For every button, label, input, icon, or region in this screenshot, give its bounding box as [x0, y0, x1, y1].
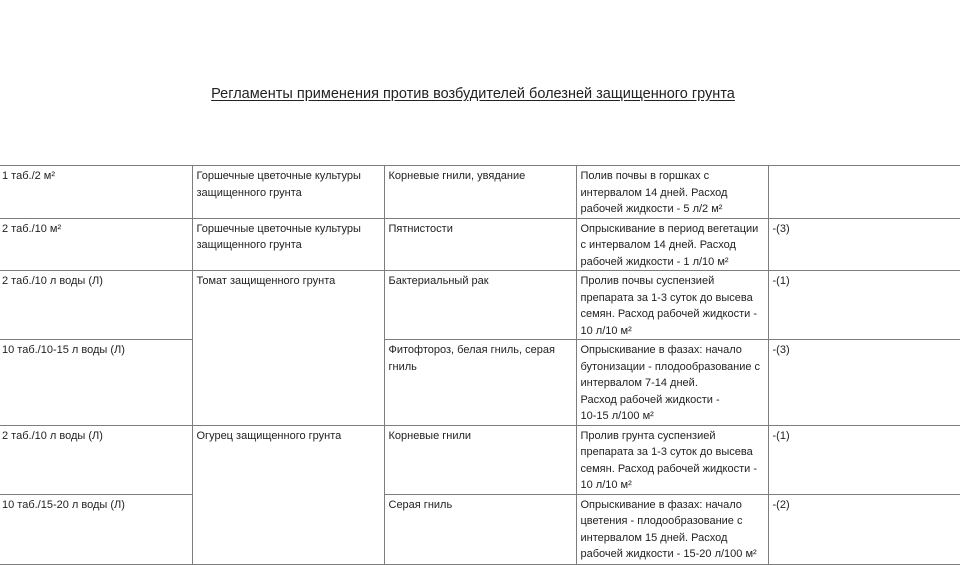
rate-cell: 10 таб./10-15 л воды (Л): [0, 340, 192, 426]
method-cell: Пролив почвы суспензией препарата за 1-3 суток до высева семян. Расход рабочей жидкости - 10 л/10 м²: [576, 271, 768, 340]
rate-cell: 10 таб./15-20 л воды (Л): [0, 494, 192, 564]
term-cell: -(2): [768, 494, 960, 564]
term-cell: -(3): [768, 340, 960, 426]
method-cell: Опрыскивание в фазах: начало бутонизации - плодообразование с интервалом 7-14 дней. Расход рабочей жидкости - 10-15 л/100 м²: [576, 340, 768, 426]
disease-cell: Серая гниль: [384, 494, 576, 564]
crop-cell: Томат защищенного грунта: [192, 271, 384, 426]
term-cell: [768, 166, 960, 219]
crop-cell: Огурец защищенного грунта: [192, 425, 384, 564]
method-cell: Пролив грунта суспензией препарата за 1-3 суток до высева семян. Расход рабочей жидкости - 10 л/10 м²: [576, 425, 768, 494]
method-cell: Опрыскивание в период вегетации с интервалом 14 дней. Расход рабочей жидкости - 1 л/10 м²: [576, 218, 768, 271]
table-row: [0, 218, 960, 271]
table-row: [0, 494, 960, 564]
rate-cell: 2 таб./10 л воды (Л): [0, 271, 192, 340]
method-cell: Опрыскивание в фазах: начало цветения - плодообразование с интервалом 15 дней. Расход рабочей жидкости - 15-20 л/100 м²: [576, 494, 768, 564]
table-row: [0, 271, 960, 340]
rate-cell: 1 таб./2 м²: [0, 166, 192, 219]
table-row: [0, 340, 960, 426]
disease-cell: Корневые гнили: [384, 425, 576, 494]
page-title: Регламенты применения против возбудителей болезней защищенного грунта: [211, 86, 735, 102]
term-cell: -(1): [768, 271, 960, 340]
term-cell: -(1): [768, 425, 960, 494]
disease-cell: Бактериальный рак: [384, 271, 576, 340]
rate-cell: 2 таб./10 м²: [0, 218, 192, 271]
table-row: [0, 425, 960, 494]
crop-cell: Горшечные цветочные культуры защищенного грунта: [192, 166, 384, 219]
disease-cell: Пятнистости: [384, 218, 576, 271]
term-cell: -(3): [768, 218, 960, 271]
disease-cell: Корневые гнили, увядание: [384, 166, 576, 219]
method-cell: Полив почвы в горшках с интервалом 14 дней. Расход рабочей жидкости - 5 л/2 м²: [576, 166, 768, 219]
rate-cell: 2 таб./10 л воды (Л): [0, 425, 192, 494]
table-row: [0, 166, 960, 219]
disease-cell: Фитофтороз, белая гниль, серая гниль: [384, 340, 576, 426]
regulations-table: [0, 165, 960, 565]
crop-cell: Горшечные цветочные культуры защищенного грунта: [192, 218, 384, 271]
